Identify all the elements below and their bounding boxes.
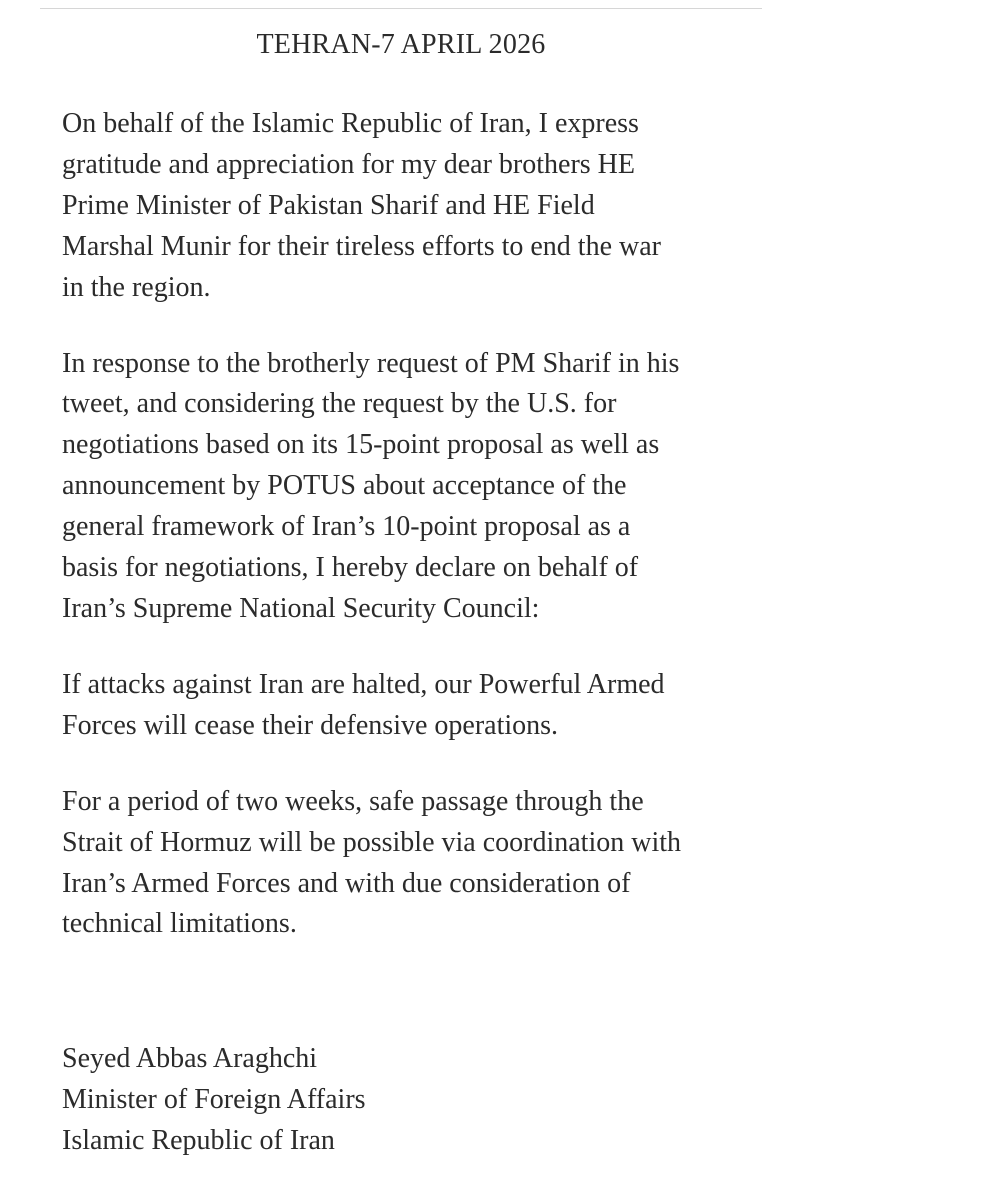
- paragraph-safe-passage: For a period of two weeks, safe passage through the Strait of Hormuz will be possible via coordination with Iran’s Armed Forces and with due consideration of technical limitations.: [62, 785, 682, 940]
- paragraph-response: In response to the brotherly request of PM Sharif in his tweet, and considering the request by the U.S. for negotiations based on its 15-point proposal as well as announcement by POTUS about acceptance of the general framework of Iran’s 10-point proposal as a basis for negotiations, I hereby declare on behalf of Iran’s Supreme National Security Council:: [62, 347, 680, 624]
- top-divider: [40, 8, 762, 9]
- signatory-name: Seyed Abbas Araghchi: [62, 1043, 318, 1074]
- paragraph-gratitude: On behalf of the Islamic Republic of Iran, I express gratitude and appreciation for my dear brothers HE Prime Minister of Pakistan Sharif and HE Field Marshal Munir for their tireless efforts to end the war in the region.: [62, 108, 661, 303]
- signature-block: [62, 1038, 782, 1161]
- signatory-country: Islamic Republic of Iran: [62, 1125, 335, 1156]
- paragraph-ceasefire: If attacks against Iran are halted, our Powerful Armed Forces will cease their defensive operations.: [62, 668, 665, 741]
- page-title: TEHRAN-7 APRIL 2026: [256, 29, 546, 60]
- statement-body: [62, 104, 782, 980]
- signatory-position: Minister of Foreign Affairs: [62, 1084, 366, 1115]
